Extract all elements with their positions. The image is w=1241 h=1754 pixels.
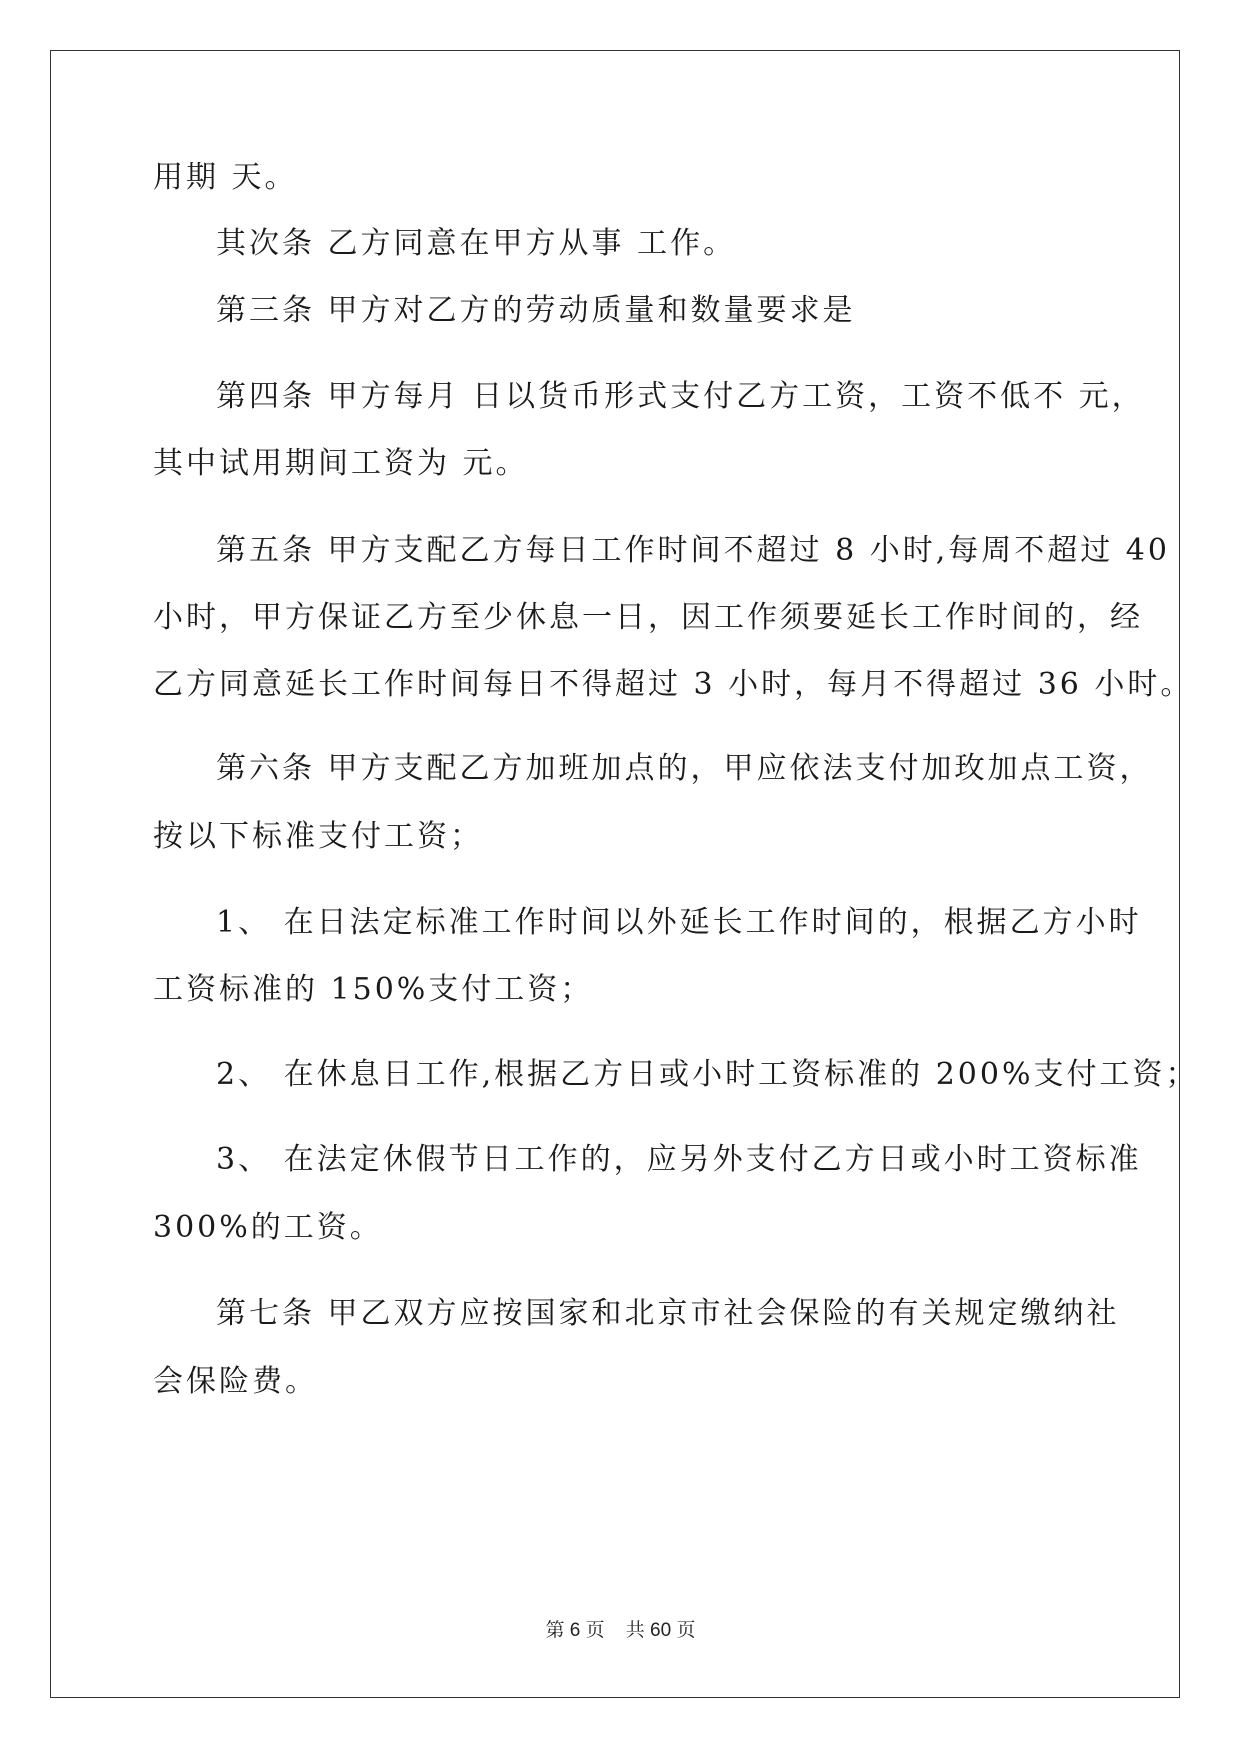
text-line: 300%的工资。 bbox=[153, 1210, 383, 1245]
list-item-3-line: 3、 在法定休假节日工作的，应另外支付乙方日或小时工资标准 bbox=[216, 1142, 1142, 1177]
text-line: 其中试用期间工资为 元。 bbox=[153, 446, 529, 481]
clause-3-line: 第三条 甲方对乙方的劳动质量和数量要求是 bbox=[216, 293, 856, 328]
list-item-1-line: 1、 在日法定标准工作时间以外延长工作时间的，根据乙方小时 bbox=[216, 905, 1142, 940]
clause-7-line: 第七条 甲乙双方应按国家和北京市社会保险的有关规定缴纳社 bbox=[216, 1296, 1120, 1331]
text-line: 会保险费。 bbox=[153, 1364, 318, 1399]
page-number: 第 6 页 bbox=[545, 1620, 605, 1641]
page-total: 共 60 页 bbox=[625, 1620, 696, 1641]
text-line: 用期 天。 bbox=[153, 160, 298, 195]
clause-5-line: 第五条 甲方支配乙方每日工作时间不超过 8 小时,每周不超过 40 bbox=[216, 533, 1170, 568]
clause-2-line: 其次条 乙方同意在甲方从事 工作。 bbox=[216, 226, 737, 261]
list-item-2-line: 2、 在休息日工作,根据乙方日或小时工资标准的 200%支付工资； bbox=[216, 1057, 1199, 1092]
clause-4-line: 第四条 甲方每月 日以货币形式支付乙方工资，工资不低不 元， bbox=[216, 379, 1145, 414]
page-footer bbox=[0, 1618, 1241, 1644]
text-line: 工资标准的 150%支付工资； bbox=[153, 972, 594, 1007]
clause-6-line: 第六条 甲方支配乙方加班加点的，甲应依法支付加玫加点工资， bbox=[216, 751, 1153, 786]
text-line: 按以下标准支付工资； bbox=[153, 819, 483, 854]
text-line: 乙方同意延长工作时间每日不得超过 3 小时，每月不得超过 36 小时。 bbox=[153, 667, 1194, 702]
text-line: 小时，甲方保证乙方至少休息一日，因工作须要延长工作时间的，经 bbox=[153, 600, 1143, 635]
